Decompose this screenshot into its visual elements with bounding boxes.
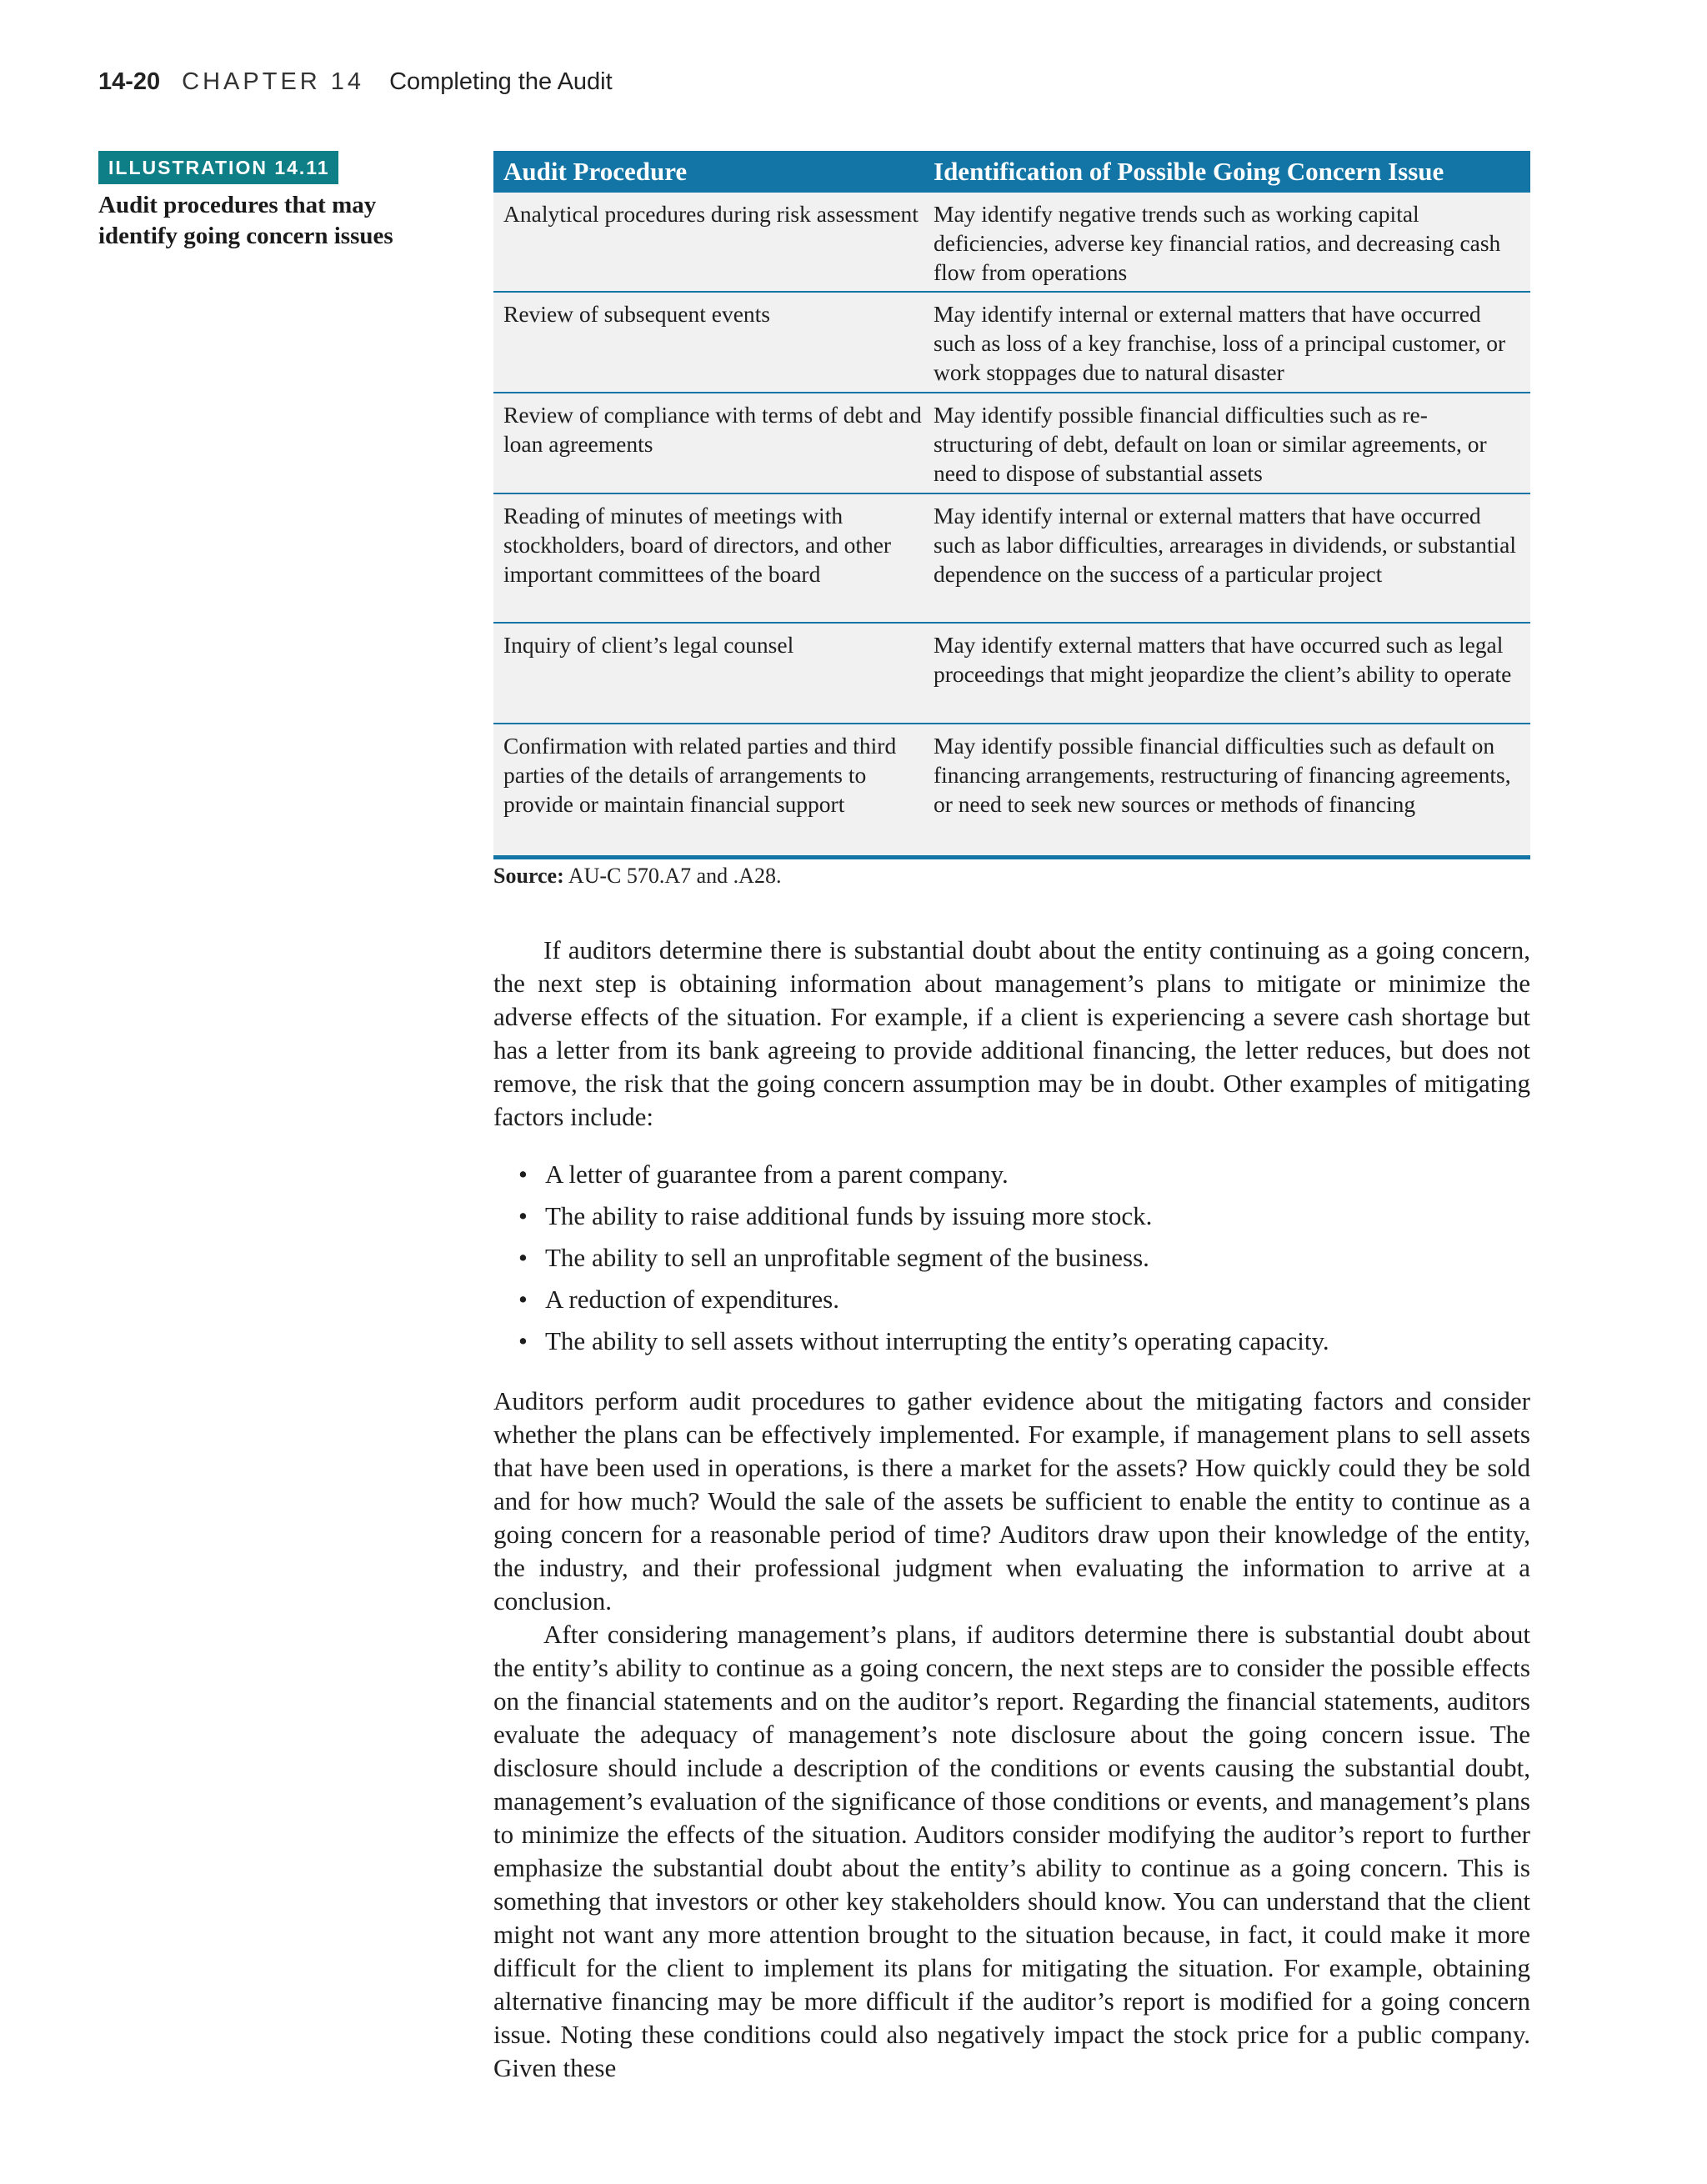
- table-row: [493, 291, 1530, 392]
- table-header: [493, 151, 1530, 191]
- issue-cell: May identify external matters that have occurred such as legal proceedings that might jeopardize the client’s ability to operate: [934, 632, 1512, 687]
- table-row: [493, 191, 1530, 291]
- list-item: • The ability to raise additional funds by issuing more stock.: [517, 1200, 1517, 1241]
- illustration-tag: ILLUSTRATION 14.11: [98, 151, 338, 184]
- column-header-issue: Identification of Possible Going Concern Issue: [934, 156, 1444, 186]
- table-row: [493, 622, 1530, 723]
- running-head: [98, 68, 613, 96]
- procedure-cell: Review of subsequent events: [503, 301, 770, 327]
- table-row: [493, 723, 1530, 855]
- procedure-cell: Confirmation with related parties and third parties of the details of arrangements to provide or maintain financial support: [503, 733, 897, 817]
- list-item: • A reduction of expenditures.: [517, 1283, 1517, 1325]
- table-row: [493, 392, 1530, 493]
- issue-cell: May identify negative trends such as working capital deficiencies, adverse key financial ratios, and decreasing cash flow from operations: [934, 201, 1501, 285]
- paragraph-mitigation-intro: If auditors determine there is substantial doubt about the entity continuing as a going concern, the next step is obtaining information about management’s plans to mitigate or minimize the adverse effects of the situation. For example, if a client is experiencing a severe cash shortage but has a letter from its bank agreeing to provide additional financing, the letter reduces, but does not remove, the risk that the going concern assumption may be in doubt. Other examples of mitigating factors include:: [493, 935, 1530, 1131]
- issue-cell: May identify possible financial difficulties such as re-structuring of debt, default on loan or similar agreements, or need to dispose of substantial assets: [934, 402, 1487, 486]
- audit-procedures-table: [493, 151, 1530, 859]
- page-number: 14-20: [98, 68, 161, 95]
- procedure-cell: Reading of minutes of meetings with stockholders, board of directors, and other important committees of the board: [503, 503, 892, 587]
- table-row: [493, 493, 1530, 622]
- source-text: AU-C 570.A7 and .A28.: [568, 864, 782, 888]
- procedure-cell: Analytical procedures during risk assessment: [503, 201, 919, 227]
- list-item: • The ability to sell an unprofitable segment of the business.: [517, 1241, 1517, 1283]
- table-source: [493, 864, 781, 889]
- issue-cell: May identify internal or external matters that have occurred such as loss of a key franchise, loss of a principal customer, or work stoppages due to natural disaster: [934, 301, 1506, 385]
- source-label: Source:: [493, 864, 564, 888]
- issue-cell: May identify possible financial difficulties such as default on financing arrangements, restructuring of financing agreements, or need to seek new sources or methods of financing: [934, 733, 1511, 817]
- column-header-procedure: Audit Procedure: [503, 156, 688, 186]
- mitigating-factors-list: [517, 1158, 1517, 1366]
- issue-cell: May identify internal or external matters that have occurred such as labor difficulties, arrearages in dividends, or substantial dependence on the success of a particular project: [934, 503, 1517, 587]
- procedure-cell: Review of compliance with terms of debt and loan agreements: [503, 402, 922, 457]
- chapter-label: CHAPTER 14: [182, 68, 365, 95]
- chapter-title: Completing the Audit: [389, 68, 613, 95]
- list-item: • A letter of guarantee from a parent company.: [517, 1158, 1517, 1200]
- paragraph-effects-on-report: After considering management’s plans, if auditors determine there is substantial doubt about the entity’s ability to continue as a going concern, the next steps are to consider the possible effects on the financial statements and on the auditor’s report. Regarding the financial statements, auditors evaluate the adequacy of management’s note disclosure about the going concern issue. The disclosure should include a description of the conditions or events causing the substantial doubt, management’s evaluation of the significance of those conditions or events, and management’s plans to minimize the effects of the situation. Auditors consider modifying the auditor’s report to further emphasize the substantial doubt about the entity’s ability to continue as a going concern. This is something that investors or other key stakeholders should know. You can understand that the client might not want any more attention brought to the situation because, in fact, it could make it more difficult for the client to implement its plans for mitigating the situation. For example, obtaining alternative financing may be more difficult if the auditor’s report is modified for a going concern issue. Noting these conditions could also negatively impact the stock price for a public company. Given these: [493, 1620, 1530, 2082]
- paragraph-audit-evidence: Auditors perform audit procedures to gather evidence about the mitigating factors and consider whether the plans can be effectively implemented. For example, if management plans to sell assets that have been used in operations, is there a market for the assets? How quickly could they be sold and for how much? Would the sale of the assets be sufficient to enable the entity to continue as a going concern for a reasonable period of time? Auditors draw upon their knowledge of the entity, the industry, and their professional judgment when evaluating the information to arrive at a conclusion.: [493, 1386, 1530, 1615]
- illustration-caption: Audit procedures that may identify going concern issues: [98, 192, 393, 249]
- procedure-cell: Inquiry of client’s legal counsel: [503, 632, 794, 658]
- list-item: • The ability to sell assets without interrupting the entity’s operating capacity.: [517, 1325, 1517, 1366]
